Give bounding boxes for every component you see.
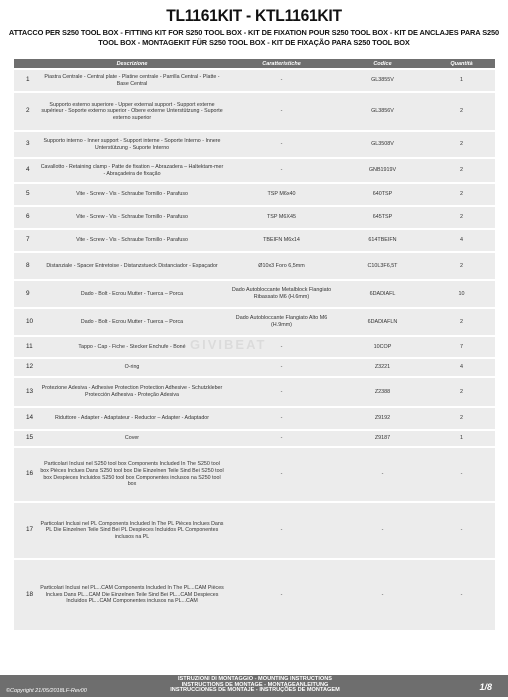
row-description: Supporto esterno superiore - Upper external support - Support externe supérieur - Soporte externo superior - Obere externe Unterstützung - Suporte externo superior <box>38 93 226 130</box>
row-characteristics: - <box>226 408 337 429</box>
table-row <box>14 378 495 406</box>
row-code: 614TBEIFN <box>337 230 428 251</box>
table-header-row <box>14 59 495 68</box>
row-characteristics: - <box>226 431 337 446</box>
row-number: 2 <box>14 93 38 130</box>
header-description: Descrizione <box>38 59 226 68</box>
row-quantity: 1 <box>428 431 495 446</box>
row-number: 6 <box>14 207 38 228</box>
row-code: 6DADIAFLN <box>337 309 428 335</box>
row-code: GL3508V <box>337 132 428 157</box>
row-quantity: - <box>428 448 495 501</box>
row-number: 15 <box>14 431 38 446</box>
row-characteristics: TBEIFN M6x14 <box>226 230 337 251</box>
row-quantity: 2 <box>428 408 495 429</box>
watermark: GIVIBEAT <box>190 337 267 352</box>
row-description: Cavallotto - Retaining clamp - Patte de fixation – Abrazadera – Haltektam-mer - Abraçadeira de fixação <box>38 159 226 182</box>
table-row <box>14 503 495 558</box>
row-number: 8 <box>14 253 38 279</box>
row-description: Dado - Bolt - Ecrou Mutter - Tuerca – Porca <box>38 281 226 307</box>
row-number: 17 <box>14 503 38 558</box>
copyright-text: ©Copyright 21/05/2018LF-Rev00 <box>6 688 87 694</box>
row-characteristics: - <box>226 337 337 357</box>
table-row <box>14 448 495 501</box>
instructions-line-2: INSTRUCTIONS DE MONTAGE - MONTAGEANLEITUNG <box>181 681 329 688</box>
row-code: - <box>337 560 428 630</box>
row-characteristics: TSP M6X45 <box>226 207 337 228</box>
row-quantity: 2 <box>428 207 495 228</box>
row-characteristics: - <box>226 560 337 630</box>
row-code: GL3855V <box>337 70 428 91</box>
row-description: Tappo - Cap - Fiche - Stecker Enchufe - Boné <box>38 337 226 357</box>
row-quantity: 2 <box>428 93 495 130</box>
row-quantity: 2 <box>428 309 495 335</box>
row-quantity: 7 <box>428 337 495 357</box>
row-characteristics: - <box>226 70 337 91</box>
row-number: 13 <box>14 378 38 406</box>
row-description: Particolari Inclusi nel S250 tool box Components Included In The S250 tool box Pièces Inclues Dans S250 tool box Die Einzelnen Teile Sind Bei S250 tool box Despieces Incluidos S250 tool box Componentes inclusos na S250 tool box <box>38 448 226 501</box>
row-characteristics: - <box>226 448 337 501</box>
row-characteristics: - <box>226 159 337 182</box>
row-characteristics: Ø10x3 Foro 6,5mm <box>226 253 337 279</box>
row-code: - <box>337 503 428 558</box>
row-quantity: 1 <box>428 70 495 91</box>
table-row <box>14 431 495 446</box>
table-row <box>14 560 495 630</box>
instructions-title <box>150 677 360 694</box>
row-description: Dado - Bolt - Ecrou Mutter - Tuerca – Porca <box>38 309 226 335</box>
row-quantity: 4 <box>428 359 495 376</box>
table-row <box>14 230 495 251</box>
row-number: 14 <box>14 408 38 429</box>
header-ref <box>14 59 38 68</box>
row-description: Vite - Screw - Vis - Schraube Tornillo - Parafuso <box>38 207 226 228</box>
row-quantity: - <box>428 503 495 558</box>
table-row <box>14 184 495 205</box>
row-code: - <box>337 448 428 501</box>
row-quantity: 4 <box>428 230 495 251</box>
row-description: Distanziale - Spacer Entretoise - Distanzstueck Distanciador - Espaçador <box>38 253 226 279</box>
row-number: 5 <box>14 184 38 205</box>
document-subtitle: ATTACCO PER S250 TOOL BOX - FITTING KIT FOR S250 TOOL BOX - KIT DE FIXATION POUR S250 TOOL BOX - KIT DE ANCLAJES PARA S250 TOOL BOX - MONTAGEKIT FÜR S250 TOOL BOX - KIT DE FIXAÇÃO PARA S250 TOOL BOX <box>8 28 500 47</box>
row-description: O-ring <box>38 359 226 376</box>
table-row <box>14 253 495 279</box>
row-characteristics: - <box>226 359 337 376</box>
row-code: 645TSP <box>337 207 428 228</box>
instructions-line-3: INSTRUCCIONES DE MONTAJE - INSTRUÇÕES DE MONTAGEM <box>170 687 340 694</box>
row-description: Riduttore - Adapter - Adaptateur - Reductor – Adapter - Adaptador <box>38 408 226 429</box>
row-number: 12 <box>14 359 38 376</box>
table-row <box>14 281 495 307</box>
header-code: Codice <box>337 59 428 68</box>
row-code: Z3221 <box>337 359 428 376</box>
row-description: Cover <box>38 431 226 446</box>
header-quantity: Quantità <box>428 59 495 68</box>
table-row <box>14 132 495 157</box>
table-row <box>14 408 495 429</box>
row-code: 10COP <box>337 337 428 357</box>
document-title: TL1161KIT - KTL1161KIT <box>166 6 342 25</box>
row-description: Protezione Adesiva - Adhesive Protection Protection Adhesive - Schutzkleber Protección Adhesiva - Proteção Adesiva <box>38 378 226 406</box>
row-code: Z9187 <box>337 431 428 446</box>
row-description: Particolari Inclusi nel PL...CAM Components Included In The PL...CAM Pièces Inclues Dans PL...CAM Die Einzelnen Teile Sind Bei PL...CAM Despieces Incluidos PL...CAM Componentes inclusos na PL...CAM <box>38 560 226 630</box>
row-quantity: 2 <box>428 132 495 157</box>
row-characteristics: Dado Autobloccante Flangiato Alto M6 (H.9mm) <box>226 309 337 335</box>
row-description: Particolari Inclusi nel PL Components Included In The PL Pièces Inclues Dans PL Die Einzelnen Teile Sind Bei PL Despieces Incluidos PL Componentes inclusos na PL <box>38 503 226 558</box>
row-description: Vite - Screw - Vis - Schraube Tornillo - Parafuso <box>38 230 226 251</box>
table-row <box>14 359 495 376</box>
row-quantity: 2 <box>428 253 495 279</box>
row-quantity: 2 <box>428 378 495 406</box>
row-number: 16 <box>14 448 38 501</box>
header-characteristics: Caratteristiche <box>226 59 337 68</box>
row-quantity: - <box>428 560 495 630</box>
table-row <box>14 159 495 182</box>
row-quantity: 2 <box>428 159 495 182</box>
row-number: 18 <box>14 560 38 630</box>
row-characteristics: - <box>226 93 337 130</box>
footer-bar <box>0 675 508 697</box>
row-number: 10 <box>14 309 38 335</box>
row-code: GNB1919V <box>337 159 428 182</box>
row-quantity: 10 <box>428 281 495 307</box>
row-number: 9 <box>14 281 38 307</box>
row-description: Supporto interno - Inner support - Support interne - Soporte Interno - Innere Unterstützung - Suporte Interno <box>38 132 226 157</box>
row-characteristics: Dado Autobloccante Metalblock Flangiato Ribassato M6 (H.6mm) <box>226 281 337 307</box>
row-number: 7 <box>14 230 38 251</box>
row-characteristics: - <box>226 132 337 157</box>
row-code: Z9192 <box>337 408 428 429</box>
row-code: C10L3F6,5T <box>337 253 428 279</box>
row-number: 1 <box>14 70 38 91</box>
row-number: 3 <box>14 132 38 157</box>
table-row <box>14 309 495 335</box>
row-number: 4 <box>14 159 38 182</box>
row-characteristics: TSP M6x40 <box>226 184 337 205</box>
table-row <box>14 93 495 130</box>
row-description: Vite - Screw - Vis - Schraube Tornillo - Parafuso <box>38 184 226 205</box>
row-characteristics: - <box>226 503 337 558</box>
row-description: Piastra Centrale - Central plate - Platine centrale - Parrilla Central - Platte - Base Central <box>38 70 226 91</box>
row-number: 11 <box>14 337 38 357</box>
row-code: 6DADIAFL <box>337 281 428 307</box>
row-code: Z2388 <box>337 378 428 406</box>
table-row <box>14 207 495 228</box>
row-quantity: 2 <box>428 184 495 205</box>
row-code: 640TSP <box>337 184 428 205</box>
row-characteristics: - <box>226 378 337 406</box>
table-row <box>14 70 495 91</box>
row-code: GL3856V <box>337 93 428 130</box>
instructions-line-1: ISTRUZIONI DI MONTAGGIO - MOUNTING INSTRUCTIONS <box>177 676 333 682</box>
page-number: 1/8 <box>479 682 492 692</box>
